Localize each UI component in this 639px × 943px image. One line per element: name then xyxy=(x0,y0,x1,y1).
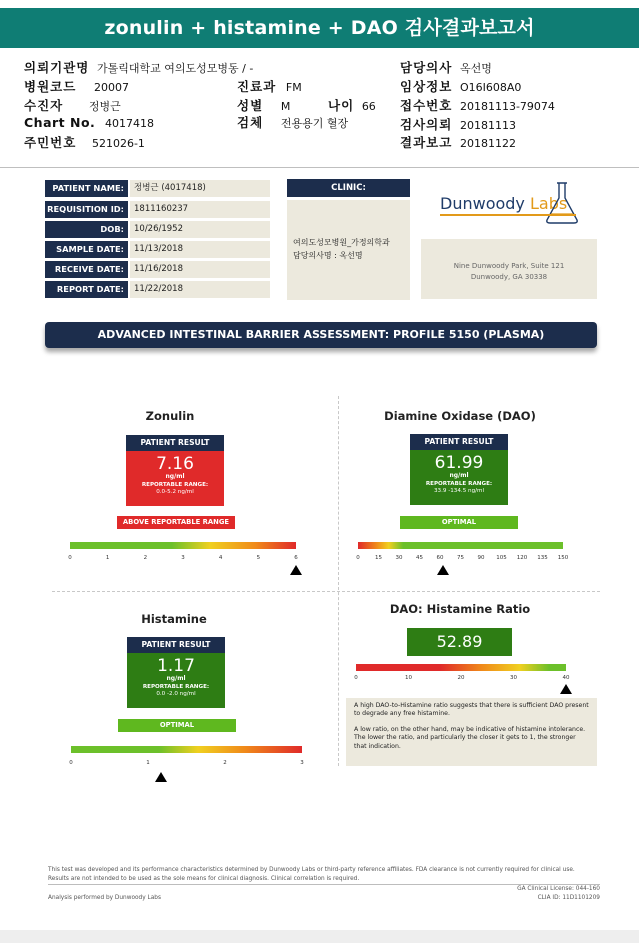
header-value: O16I608A0 xyxy=(459,81,522,94)
dao-tick-label: 30 xyxy=(395,555,403,561)
ratio-marker xyxy=(560,684,572,694)
histamine-title: Histamine xyxy=(141,612,207,626)
header-field xyxy=(24,77,129,95)
dao-tick-label: 75 xyxy=(457,555,464,561)
header-label: 검사의뢰 xyxy=(400,117,453,132)
header-label: 주민번호 xyxy=(24,135,77,150)
clinic-doctor: 담당의사명 : 옥선명 xyxy=(293,251,363,260)
histamine-tick-label: 3 xyxy=(300,760,304,766)
histamine-result-label: PATIENT RESULT xyxy=(127,637,225,653)
dao-result-box xyxy=(410,450,508,505)
dao-status: OPTIMAL xyxy=(400,516,518,529)
receive-date-label: RECEIVE DATE: xyxy=(45,261,128,278)
histamine-unit: ng/ml xyxy=(166,675,186,682)
histamine-status: OPTIMAL xyxy=(118,719,236,732)
page-bottom-margin xyxy=(0,930,639,943)
header-value: 4017418 xyxy=(104,117,154,130)
dao-tick-label: 15 xyxy=(375,555,382,561)
header-value: 20181113-79074 xyxy=(459,100,555,113)
dao-tick-label: 0 xyxy=(356,555,360,561)
zonulin-tick-label: 5 xyxy=(256,555,261,561)
disclaimer xyxy=(48,866,600,883)
zonulin-range-value: 0.0-5.2 ng/ml xyxy=(156,489,194,495)
flask-icon xyxy=(542,180,582,226)
header-label: 수진자 xyxy=(24,98,64,113)
report-title: zonulin + histamine + DAO 검사결과보고서 xyxy=(0,8,639,48)
header-value: 521026-1 xyxy=(91,137,145,150)
zonulin-marker xyxy=(290,565,302,575)
order-header xyxy=(0,56,639,168)
dao-value: 61.99 xyxy=(434,453,484,473)
zonulin-status: ABOVE REPORTABLE RANGE xyxy=(117,516,235,529)
section-divider-horizontal xyxy=(52,591,600,592)
zonulin-tick-label: 3 xyxy=(181,555,185,561)
dao-tick-label: 105 xyxy=(496,555,507,561)
ratio-tick-label: 40 xyxy=(562,675,570,681)
logo-text-main: Dunwoody xyxy=(440,194,530,213)
header-label: 진료과 xyxy=(237,79,277,94)
histamine-range-value: 0.0 -2.0 ng/ml xyxy=(156,691,196,697)
profile-banner: ADVANCED INTESTINAL BARRIER ASSESSMENT: PROFILE 5150 (PLASMA) xyxy=(45,322,597,348)
disclaimer-line2: Results are not intended to be used as the sole means for clinical diagnosis. Clinical correlation is required. xyxy=(48,875,360,882)
ratio-note-high: A high DAO-to-Histamine ratio suggests that there is sufficient DAO present to degrade any free histamine. xyxy=(354,702,589,718)
logo-text-accent: Labs xyxy=(529,194,568,213)
header-field xyxy=(237,77,302,95)
histamine-tick-label: 0 xyxy=(69,760,73,766)
report-date-label: REPORT DATE: xyxy=(45,281,128,298)
histamine-value: 1.17 xyxy=(157,656,195,676)
ratio-tick-label: 30 xyxy=(510,675,517,681)
header-field xyxy=(400,133,516,151)
patient-name-label: PATIENT NAME: xyxy=(45,180,128,197)
ratio-value: 52.89 xyxy=(407,628,512,656)
header-row-1 xyxy=(24,58,253,76)
sample-date-value: 11/13/2018 xyxy=(130,241,270,258)
header-field xyxy=(400,115,516,133)
performed-by: Analysis performed by Dunwoody Labs xyxy=(48,895,161,901)
ratio-note-low: A low ratio, on the other hand, may be indicative of histamine intolerance. The lower the ratio, and particularly the closer it gets to 1, the stronger that indication. xyxy=(354,725,586,750)
histamine-result-box xyxy=(127,653,225,708)
header-field xyxy=(237,96,290,114)
header-field xyxy=(400,58,492,76)
dunwoody-logo xyxy=(436,180,586,228)
clinical-license: GA Clinical License: 044-160 xyxy=(517,886,600,892)
header-label: 임상정보 xyxy=(400,79,453,94)
header-field xyxy=(24,133,145,151)
zonulin-unit: ng/ml xyxy=(165,473,185,480)
header-value: 20181113 xyxy=(459,119,516,132)
zonulin-tick-label: 0 xyxy=(68,555,72,561)
dao-tick-label: 45 xyxy=(416,555,423,561)
header-value: 옥선명 xyxy=(459,62,492,75)
header-value: 66 xyxy=(361,100,376,113)
header-field xyxy=(24,115,154,130)
header-label: 나이 xyxy=(328,98,355,113)
sample-date-label: SAMPLE DATE: xyxy=(45,241,128,258)
section-divider-vertical xyxy=(338,396,339,766)
clinic-label: CLINIC: xyxy=(287,179,410,197)
zonulin-title: Zonulin xyxy=(145,409,195,423)
header-field xyxy=(400,77,521,95)
zonulin-range-label: REPORTABLE RANGE: xyxy=(141,482,209,488)
dao-tick-label: 90 xyxy=(477,555,485,561)
header-value: M xyxy=(280,100,291,113)
header-value: 정병근 xyxy=(88,100,121,113)
header-label: 병원코드 xyxy=(24,79,77,94)
ratio-tick-label: 10 xyxy=(405,675,412,681)
zonulin-value: 7.16 xyxy=(156,454,194,474)
dao-title: Diamine Oxidase (DAO) xyxy=(384,409,536,423)
zonulin-tick-label: 4 xyxy=(218,555,223,561)
zonulin-result-box xyxy=(126,451,224,506)
dao-tick-label: 60 xyxy=(436,555,444,561)
ratio-title: DAO: Histamine Ratio xyxy=(389,602,531,616)
header-label: 접수번호 xyxy=(400,98,453,113)
logo-underline xyxy=(440,214,576,216)
header-field xyxy=(237,113,348,131)
zonulin-result-label: PATIENT RESULT xyxy=(126,435,224,451)
lab-address xyxy=(421,239,597,299)
dao-scale-bar xyxy=(358,542,563,549)
disclaimer-line1: This test was developed and its performance characteristics determined by Dunwoody Labs or third-party reference affiliates. FDA clearance is not currently required for clinical use. xyxy=(48,867,575,873)
histamine-range-label: REPORTABLE RANGE: xyxy=(142,684,210,690)
histamine-marker xyxy=(155,772,167,782)
header-value: 가톨릭대학교 여의도성모병동 / - xyxy=(97,62,254,75)
header-label: 결과보고 xyxy=(400,135,453,150)
header-label: 의뢰기관명 xyxy=(24,60,90,75)
dao-result-label: PATIENT RESULT xyxy=(410,434,508,450)
header-value: 전용용기 혈장 xyxy=(280,117,349,130)
ratio-tick-label: 0 xyxy=(354,675,358,681)
dob-label: DOB: xyxy=(45,221,128,238)
zonulin-scale-bar xyxy=(70,542,296,549)
header-value: 20007 xyxy=(93,81,129,94)
requisition-id-label: REQUISITION ID: xyxy=(45,201,128,218)
header-field xyxy=(328,96,376,114)
dao-tick-label: 150 xyxy=(557,555,569,561)
dao-tick-label: 120 xyxy=(516,555,528,561)
header-value: FM xyxy=(285,81,302,94)
dao-marker xyxy=(437,565,449,575)
ratio-scale-bar xyxy=(356,664,566,671)
header-label: Chart No. xyxy=(24,115,96,130)
dao-unit: ng/ml xyxy=(449,472,469,479)
zonulin-tick-label: 1 xyxy=(105,555,110,561)
histamine-scale-bar xyxy=(71,746,302,753)
zonulin-tick-label: 6 xyxy=(294,555,298,561)
header-label: 검체 xyxy=(237,115,264,130)
header-value: 20181122 xyxy=(459,137,516,150)
zonulin-tick-label: 2 xyxy=(143,555,148,561)
clinic-name: 여의도성모병원_가정의학과 xyxy=(293,238,390,247)
dob-value: 10/26/1952 xyxy=(130,221,270,238)
header-label: 성별 xyxy=(237,98,264,113)
requisition-id-value: 1811160237 xyxy=(130,201,270,218)
dao-range-label: REPORTABLE RANGE: xyxy=(425,481,493,487)
clia-id: CLIA ID: 11D1101209 xyxy=(537,894,600,901)
ratio-tick-label: 20 xyxy=(457,675,465,681)
lab-address-line2: Dunwoody, GA 30338 xyxy=(470,273,548,281)
lab-license xyxy=(517,885,600,902)
dao-tick-label: 135 xyxy=(537,555,548,561)
patient-name-value: 정병근 (4017418) xyxy=(130,180,270,197)
report-date-value: 11/22/2018 xyxy=(130,281,270,298)
lab-address-line1: Nine Dunwoody Park, Suite 121 xyxy=(453,262,565,270)
receive-date-value: 11/16/2018 xyxy=(130,261,270,278)
histamine-tick-label: 1 xyxy=(146,760,150,766)
header-field xyxy=(24,96,121,114)
dao-range-value: 33.9 -134.5 ng/ml xyxy=(433,488,485,494)
header-label: 담당의사 xyxy=(400,60,453,75)
header-field xyxy=(400,96,555,114)
ratio-explanation xyxy=(346,698,597,766)
clinic-info xyxy=(287,200,410,300)
histamine-tick-label: 2 xyxy=(223,760,227,766)
